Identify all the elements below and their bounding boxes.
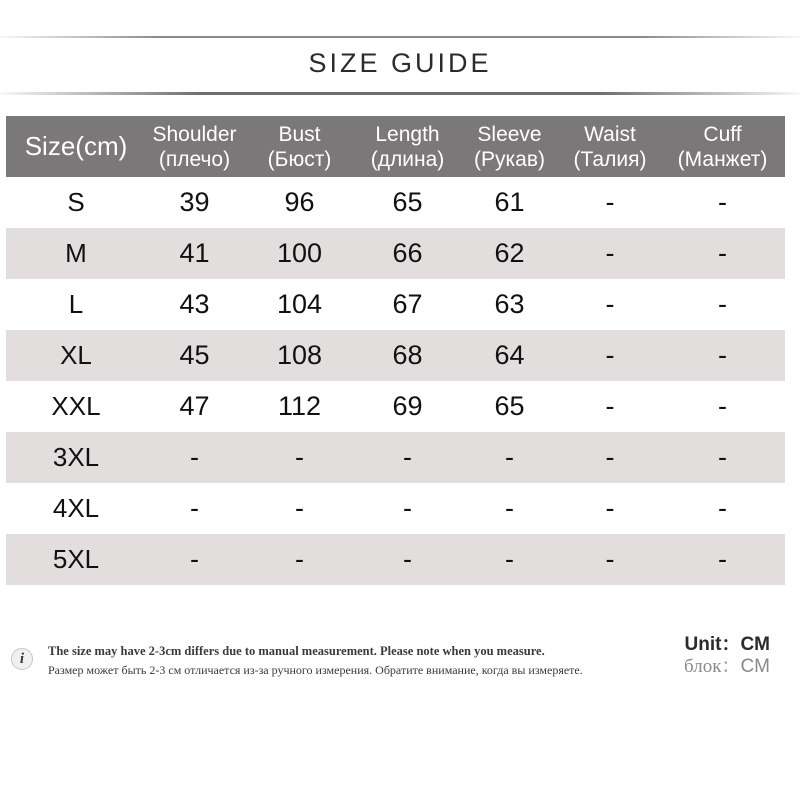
- header-size: Size(cm): [24, 131, 128, 161]
- cell-shoulder: 47: [179, 391, 210, 421]
- cell-cuff: -: [718, 391, 727, 421]
- cell-size: 5XL: [52, 544, 100, 574]
- table-header-row: [6, 116, 785, 177]
- cell-bust: 108: [276, 340, 323, 370]
- cell-waist: -: [605, 187, 615, 217]
- unit-label: [684, 634, 770, 678]
- cell-sleeve: 65: [494, 391, 525, 421]
- cell-size: 4XL: [52, 493, 100, 523]
- cell-bust: 112: [277, 391, 322, 421]
- cell-waist: -: [605, 289, 615, 319]
- cell-shoulder: 45: [179, 340, 210, 370]
- cell-shoulder: -: [190, 493, 199, 523]
- table-row: [6, 228, 785, 279]
- header-waist: Waist (Талия): [573, 122, 647, 171]
- cell-cuff: -: [718, 493, 727, 523]
- cell-length: -: [403, 544, 412, 574]
- info-icon: i: [11, 648, 33, 670]
- table-row: [6, 432, 785, 483]
- cell-size: 3XL: [52, 442, 100, 472]
- cell-shoulder: 39: [179, 187, 210, 217]
- cell-sleeve: 62: [494, 238, 525, 268]
- unit-english: Unit：CM: [684, 634, 770, 655]
- cell-cuff: -: [718, 187, 727, 217]
- cell-waist: -: [605, 544, 615, 574]
- cell-length: 66: [392, 238, 423, 268]
- size-table: [6, 116, 785, 585]
- cell-sleeve: -: [505, 442, 514, 472]
- table-row: [6, 381, 785, 432]
- cell-shoulder: 41: [179, 238, 210, 268]
- cell-waist: -: [605, 238, 615, 268]
- unit-russian: [684, 656, 770, 678]
- cell-cuff: -: [718, 238, 727, 268]
- note-russian: Размер может быть 2-3 см отличается из-за ручного измерения. Обратите внимание, когда вы измеряете.: [48, 663, 583, 677]
- cell-sleeve: 61: [494, 187, 525, 217]
- header-bust: Bust (Бюст): [267, 122, 332, 171]
- cell-length: 67: [392, 289, 423, 319]
- table-row: [6, 279, 785, 330]
- cell-shoulder: 43: [179, 289, 210, 319]
- cell-waist: -: [605, 442, 615, 472]
- cell-sleeve: -: [505, 493, 514, 523]
- top-divider: [0, 36, 800, 38]
- cell-bust: 104: [276, 289, 323, 319]
- header-cuff: Cuff (Манжет): [677, 122, 768, 171]
- cell-bust: 96: [284, 187, 315, 217]
- cell-shoulder: -: [190, 544, 199, 574]
- header-sleeve: Sleeve (Рукав): [474, 122, 545, 171]
- cell-length: 68: [392, 340, 423, 370]
- cell-sleeve: -: [505, 544, 514, 574]
- header-length: Length (длина): [370, 122, 445, 171]
- measurement-note: [48, 644, 583, 678]
- unit-russian-value: CM: [740, 656, 770, 677]
- cell-length: -: [403, 442, 412, 472]
- cell-bust: -: [295, 442, 304, 472]
- table-row: [6, 330, 785, 381]
- cell-bust: 100: [276, 238, 323, 268]
- page-title: SIZE GUIDE: [308, 48, 492, 78]
- header-shoulder: Shoulder (плечо): [152, 122, 237, 171]
- cell-bust: -: [295, 544, 304, 574]
- cell-waist: -: [605, 391, 615, 421]
- cell-length: 65: [392, 187, 423, 217]
- cell-cuff: -: [718, 442, 727, 472]
- cell-size: XXL: [51, 391, 101, 421]
- table-row: [6, 483, 785, 534]
- cell-cuff: -: [718, 289, 727, 319]
- cell-waist: -: [605, 340, 615, 370]
- cell-length: -: [403, 493, 412, 523]
- cell-size: S: [67, 187, 85, 217]
- note-english: The size may have 2-3cm differs due to manual measurement. Please note when you measure.: [48, 644, 545, 658]
- cell-cuff: -: [718, 544, 727, 574]
- cell-bust: -: [295, 493, 304, 523]
- cell-cuff: -: [718, 340, 727, 370]
- cell-sleeve: 64: [494, 340, 525, 370]
- cell-length: 69: [392, 391, 423, 421]
- unit-russian-label: блок：: [684, 656, 741, 677]
- cell-waist: -: [605, 493, 615, 523]
- title-divider: [0, 92, 800, 95]
- cell-size: M: [65, 238, 87, 268]
- cell-shoulder: -: [190, 442, 199, 472]
- cell-size: L: [68, 289, 84, 319]
- table-row: [6, 534, 785, 585]
- table-row: [6, 177, 785, 228]
- cell-size: XL: [60, 340, 92, 370]
- cell-sleeve: 63: [494, 289, 525, 319]
